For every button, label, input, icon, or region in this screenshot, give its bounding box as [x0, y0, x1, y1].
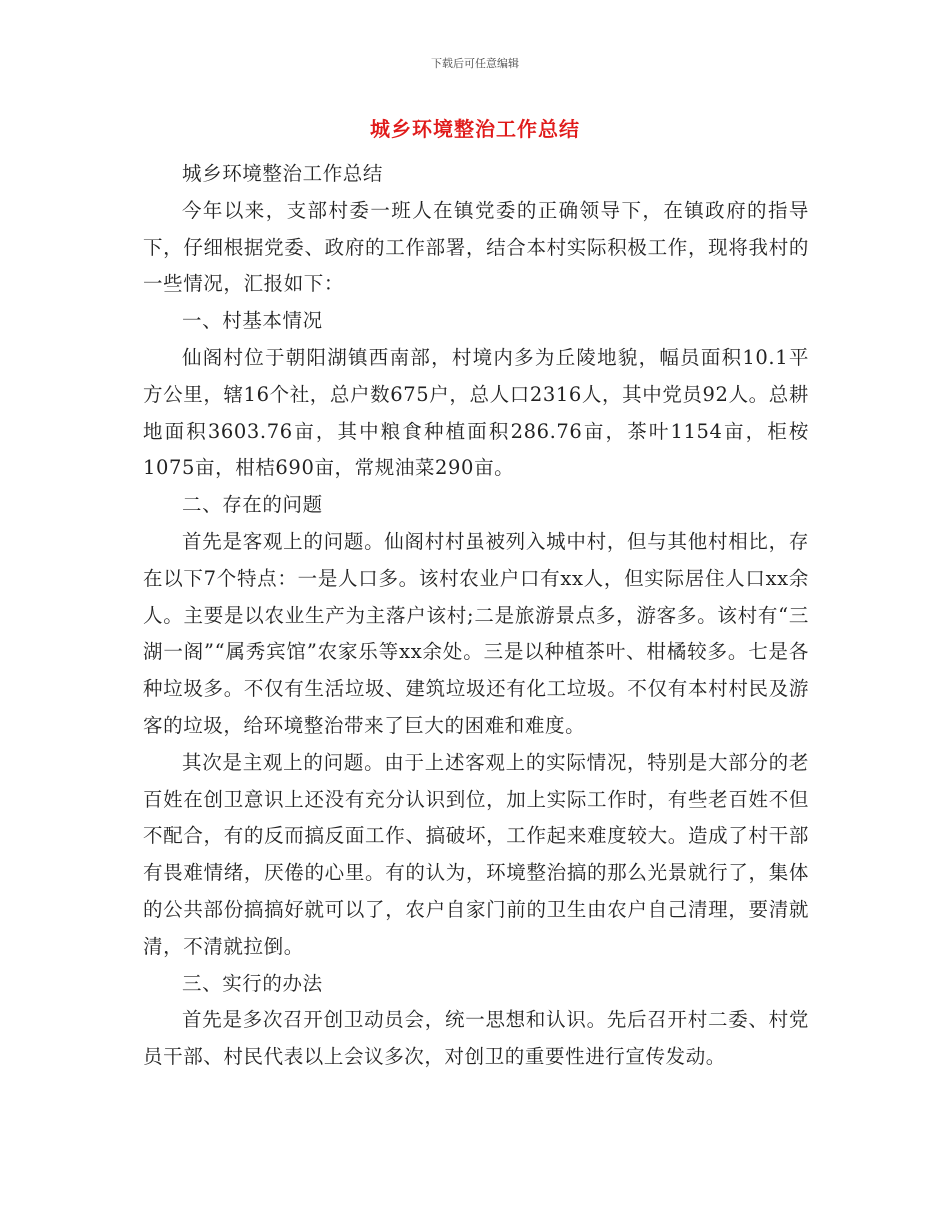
paragraph-objective-problems: 首先是客观上的问题。仙阁村村虽被列入城中村，但与其他村相比，存在以下7个特点：一是人口多。该村农业户口有xx人，但实际居住人口xx余人。主要是以农业生产为主落户该村;二是旅游景点多，游客多。该村有“三湖一阁”“属秀宾馆”农家乐等xx余处。三是以种植茶叶、柑橘较多。七是各种垃圾多。不仅有生活垃圾、建筑垃圾还有化工垃圾。不仅有本村村民及游客的垃圾，给环境整治带来了巨大的困难和难度。	[143, 529, 809, 737]
section-heading-measures: 三、实行的办法	[182, 971, 323, 995]
section-heading-basic-info: 一、村基本情况	[182, 309, 323, 333]
paragraph-measures: 首先是多次召开创卫动员会，统一思想和认识。先后召开村二委、村党员干部、村民代表以上会议多次，对创卫的重要性进行宣传发动。	[143, 1008, 809, 1069]
document-body	[143, 156, 809, 1076]
paragraph-subjective-problems: 其次是主观上的问题。由于上述客观上的实际情况，特别是大部分的老百姓在创卫意识上还没有充分认识到位，加上实际工作时，有些老百姓不但不配合，有的反而搞反面工作、搞破坏，工作起来难度较大。造成了村干部有畏难情绪，厌倦的心里。有的认为，环境整治搞的那么光景就行了，集体的公共部份搞搞好就可以了，农户自家门前的卫生由农户自己清理，要清就清，不清就拉倒。	[143, 750, 809, 958]
header-note: 下载后可任意编辑	[431, 57, 519, 70]
section-heading-problems: 二、存在的问题	[182, 493, 323, 517]
paragraph-intro: 今年以来，支部村委一班人在镇党委的正确领导下，在镇政府的指导下，仔细根据党委、政府的工作部署，结合本村实际积极工作，现将我村的一些情况，汇报如下：	[143, 198, 809, 296]
paragraph-basic-info: 仙阁村位于朝阳湖镇西南部，村境内多为丘陵地貌，幅员面积10.1平方公里，辖16个社，总户数675户，总人口2316人，其中党员92人。总耕地面积3603.76亩，其中粮食种植面积286.76亩，茶叶1154亩，柜桉1075亩，柑桔690亩，常规油菜290亩。	[143, 345, 809, 480]
document-title: 城乡环境整治工作总结	[370, 117, 580, 141]
paragraph-subtitle: 城乡环境整治工作总结	[182, 162, 384, 185]
